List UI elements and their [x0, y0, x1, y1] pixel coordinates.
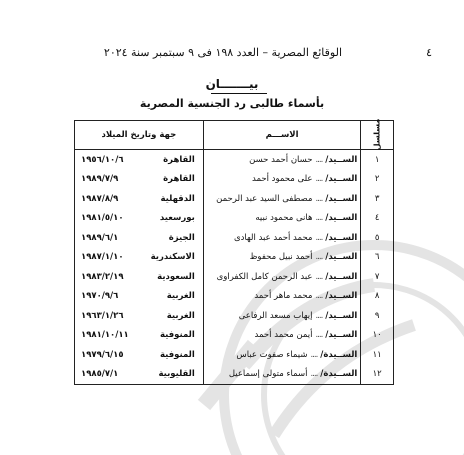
honorific-dots: .... [315, 291, 323, 302]
honorific: الســيد/ [325, 330, 358, 341]
honorific-dots: .... [315, 193, 323, 204]
page-number: ٤ [426, 46, 432, 59]
table-row [75, 306, 394, 326]
name-cell [203, 345, 361, 365]
serial-number: ٧ [361, 267, 394, 287]
honorific-dots: .... [315, 271, 323, 282]
applicant-name: حسان أحمد حسن [249, 154, 313, 165]
applicant-name: محمد ماهر أحمد [254, 291, 313, 302]
honorific-dots: .... [315, 252, 323, 263]
honorific-dots: .... [315, 330, 323, 341]
gazette-header [0, 44, 464, 62]
applicant-name: إيهاب مسعد الرفاعى [238, 310, 313, 321]
honorific: الســيد/ [325, 213, 358, 224]
honorific: الســيد/ [325, 193, 358, 204]
birth-cell [75, 209, 204, 229]
birth-place: الغربية [166, 310, 195, 321]
birth-cell [75, 345, 204, 365]
birth-date: ١٩٨١/١٠/١١ [81, 330, 129, 341]
name-cell [203, 267, 361, 287]
honorific: الســيد/ [325, 232, 358, 243]
birth-date: ١٩٨٧/١/١٠ [81, 252, 124, 263]
honorific-dots: .... [310, 369, 318, 380]
applicant-name: أحمد نبيل محفوظ [249, 252, 313, 263]
table-row [75, 267, 394, 287]
birth-place: القاهرة [163, 154, 195, 165]
honorific: الســيدة/ [320, 349, 358, 360]
honorific: الســيد/ [325, 154, 358, 165]
birth-cell [75, 228, 204, 248]
table-header-row [75, 121, 394, 150]
name-cell [203, 248, 361, 268]
honorific-dots: .... [315, 174, 323, 185]
birth-cell [75, 150, 204, 170]
birth-date: ١٩٨٧/٨/٩ [81, 193, 119, 204]
table-row [75, 287, 394, 307]
name-cell [203, 170, 361, 190]
birth-cell [75, 170, 204, 190]
table-row [75, 150, 394, 170]
serial-number: ١ [361, 150, 394, 170]
birth-place: بورسعيد [159, 213, 195, 224]
issue-line: الوقائع المصرية – العدد ١٩٨ فى ٩ سبتمبر سنة ٢٠٢٤ [103, 46, 342, 59]
serial-column-header: مسلسل [361, 121, 394, 150]
table-row [75, 248, 394, 268]
honorific: الســيد/ [325, 271, 358, 282]
birth-date: ١٩٨١/٥/١٠ [81, 213, 124, 224]
birth-cell [75, 326, 204, 346]
honorific: الســيد/ [325, 291, 358, 302]
applicant-name: على محمود أحمد [251, 174, 313, 185]
birth-place: الغربية [166, 291, 195, 302]
applicants-table [74, 120, 394, 385]
birth-place: الجيزة [168, 232, 195, 243]
serial-number: ٤ [361, 209, 394, 229]
birth-place: الاسكندرية [150, 252, 195, 263]
birth-cell [75, 306, 204, 326]
serial-number: ٣ [361, 189, 394, 209]
birth-date: ١٩٨٥/٧/١ [81, 369, 119, 380]
applicant-name: أيمن محمد أحمد [254, 330, 313, 341]
serial-number: ١٠ [361, 326, 394, 346]
name-cell [203, 287, 361, 307]
birth-place: المنوفية [159, 349, 195, 360]
applicant-name: مصطفى السيد عبد الرحمن [216, 193, 313, 204]
applicant-name: شيماء صفوت عباس [236, 349, 308, 360]
birth-date: ١٩٧٩/٦/١٥ [81, 349, 124, 360]
birth-date: ١٩٨٩/٧/٩ [81, 174, 119, 185]
serial-number: ١٢ [361, 365, 394, 385]
name-cell [203, 150, 361, 170]
table-row [75, 189, 394, 209]
title-underline [211, 93, 267, 94]
birth-cell [75, 267, 204, 287]
honorific-dots: .... [315, 213, 323, 224]
birth-place: السعودية [157, 271, 195, 282]
applicant-name: عبد الرحمن كامل الكفراوى [216, 271, 313, 282]
birth-date: ١٩٨٣/٢/١٩ [81, 271, 124, 282]
table-row [75, 209, 394, 229]
serial-number: ٢ [361, 170, 394, 190]
applicant-name: محمد أحمد عبد الهادى [233, 232, 313, 243]
name-cell [203, 189, 361, 209]
honorific-dots: .... [315, 232, 323, 243]
birth-place: الدقهلية [160, 193, 195, 204]
statement-title: بيـــــــان [205, 77, 259, 91]
honorific: الســيد/ [325, 310, 358, 321]
applicant-name: أسماء متولى إسماعيل [228, 369, 308, 380]
birth-date: ١٩٥٦/١٠/٦ [81, 154, 124, 165]
birth-place: القاهرة [163, 174, 195, 185]
serial-number: ٥ [361, 228, 394, 248]
serial-number: ١١ [361, 345, 394, 365]
birth-place: المنوفية [159, 330, 195, 341]
table-body [75, 150, 394, 385]
birth-date: ١٩٨٩/٦/١ [81, 232, 119, 243]
table-row [75, 345, 394, 365]
name-cell [203, 228, 361, 248]
birth-cell [75, 189, 204, 209]
name-column-header: الاســـم [203, 121, 361, 150]
honorific-dots: .... [310, 349, 318, 360]
table-row [75, 228, 394, 248]
birth-date: ١٩٧٠/٩/٦ [81, 291, 119, 302]
name-cell [203, 306, 361, 326]
honorific: الســيدة/ [320, 369, 358, 380]
birth-place: القليوبية [158, 369, 195, 380]
table-row [75, 365, 394, 385]
birth-cell [75, 248, 204, 268]
honorific-dots: .... [315, 310, 323, 321]
honorific-dots: .... [315, 154, 323, 165]
birth-cell [75, 287, 204, 307]
name-cell [203, 365, 361, 385]
applicant-name: هانى محمود نبيه [255, 213, 313, 224]
birth-column-header: جهة وتاريخ الميلاد [75, 121, 204, 150]
birth-date: ١٩٦٣/١/٢٦ [81, 310, 124, 321]
serial-number: ٨ [361, 287, 394, 307]
serial-number: ٦ [361, 248, 394, 268]
statement-subtitle: بأسماء طالبى رد الجنسية المصرية [139, 97, 325, 110]
name-cell [203, 209, 361, 229]
table-row [75, 326, 394, 346]
birth-cell [75, 365, 204, 385]
name-cell [203, 326, 361, 346]
table-row [75, 170, 394, 190]
honorific: الســيد/ [325, 174, 358, 185]
honorific: الســيد/ [325, 252, 358, 263]
serial-number: ٩ [361, 306, 394, 326]
